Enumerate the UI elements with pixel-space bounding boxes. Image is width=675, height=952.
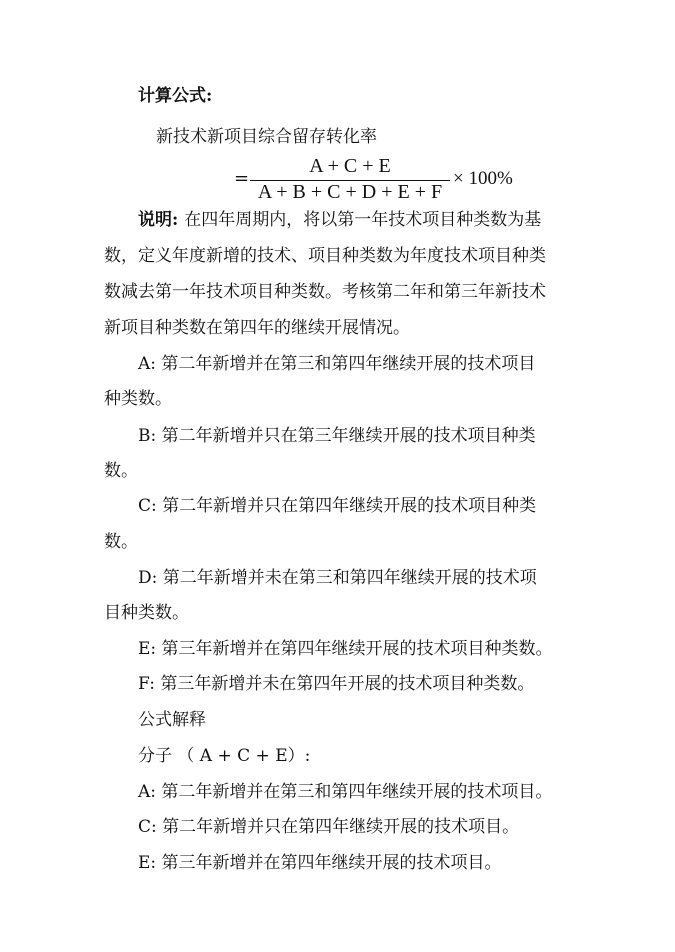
heading: 计算公式:	[138, 86, 213, 106]
numerator-label: 分子 （ A + C + E）:	[138, 746, 311, 766]
definition-a-line-2: 种类数。	[104, 389, 172, 409]
explanation-line-1	[138, 210, 541, 230]
explanation-line-3: 数减去第一年技术项目种类数。考核第二年和第三年新技术	[104, 282, 546, 302]
explanation-item-c: C: 第二年新增并只在第四年继续开展的技术项目。	[138, 817, 520, 837]
formula-multiplier: × 100%	[453, 168, 513, 189]
explanation-item-a: A: 第二年新增并在第三和第四年继续开展的技术项目。	[138, 782, 553, 802]
definition-b-line-1: B: 第二年新增并只在第三年继续开展的技术项目种类	[138, 426, 536, 446]
formula-explanation-title: 公式解释	[138, 710, 206, 730]
definition-c-line-2: 数。	[104, 532, 138, 552]
formula-numerator: A + C + E	[309, 155, 391, 177]
formula-equals: =	[234, 168, 250, 189]
definition-b-line-2: 数。	[104, 461, 138, 481]
definition-a-line-1: A: 第二年新增并在第三和第四年继续开展的技术项目	[138, 354, 536, 374]
explanation-item-e: E: 第三年新增并在第四年继续开展的技术项目。	[138, 853, 502, 873]
explanation-text-1: 在四年周期内，将以第一年技术项目种类数为基	[184, 210, 542, 230]
definition-c-line-1: C: 第二年新增并只在第四年继续开展的技术项目种类	[138, 496, 537, 516]
definition-d-line-2: 目种类数。	[104, 603, 189, 623]
definition-e: E: 第三年新增并在第四年继续开展的技术项目种类数。	[138, 639, 553, 659]
formula-denominator: A + B + C + D + E + F	[257, 181, 443, 203]
formula-lhs: 新技术新项目综合留存转化率	[156, 127, 377, 147]
definition-f: F: 第三年新增并未在第四年开展的技术项目种类数。	[138, 674, 535, 694]
explanation-line-2: 数，定义年度新增的技术、项目种类数为年度技术项目种类	[104, 246, 546, 266]
definition-d-line-1: D: 第二年新增并未在第三和第四年继续开展的技术项	[138, 568, 537, 588]
explanation-line-4: 新项目种类数在第四年的继续开展情况。	[104, 318, 410, 338]
explanation-label: 说明:	[138, 210, 179, 230]
